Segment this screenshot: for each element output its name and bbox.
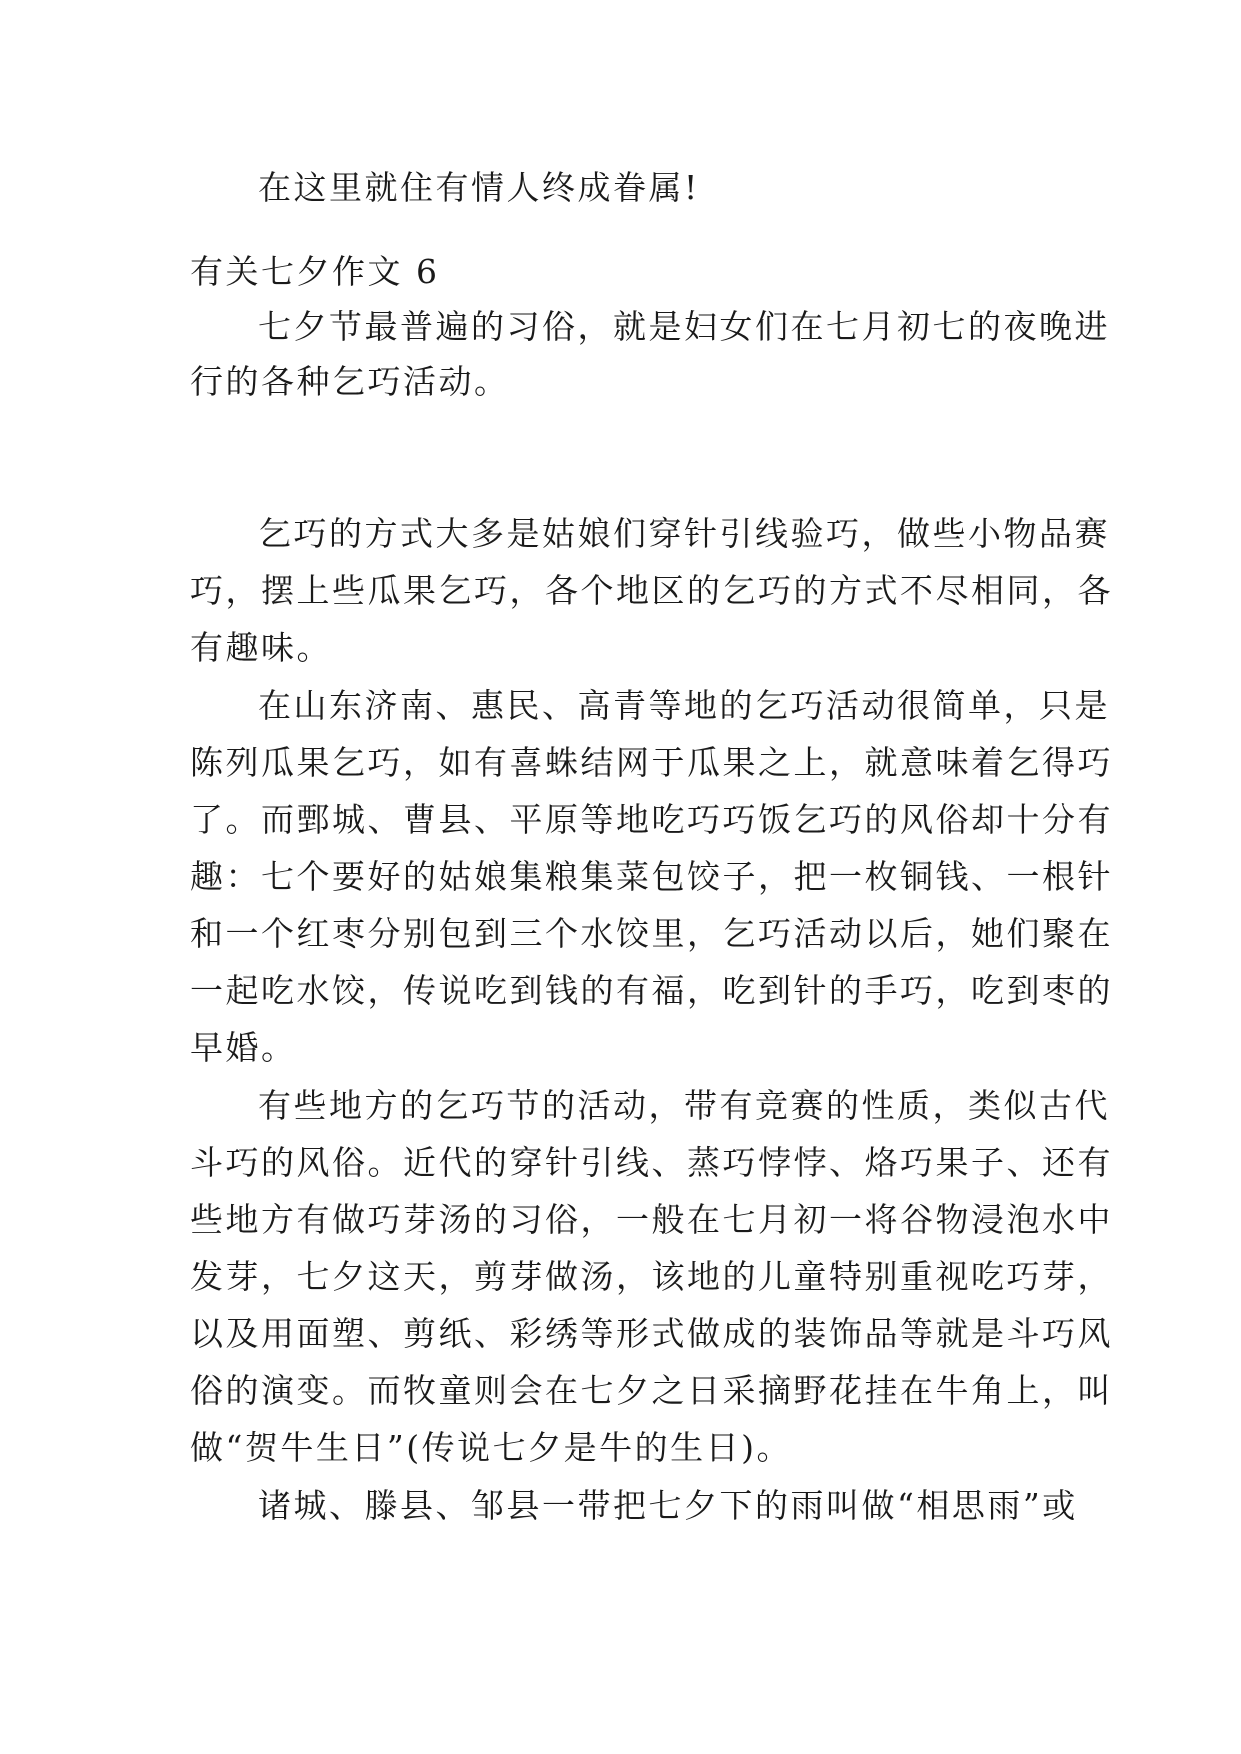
text-line: 趣：七个要好的姑娘集粮集菜包饺子，把一枚铜钱、一根针 bbox=[190, 857, 1113, 896]
text-line: 七夕节最普遍的习俗，就是妇女们在七月初七的夜晚进 bbox=[258, 307, 1110, 346]
text-line: 俗的演变。而牧童则会在七夕之日采摘野花挂在牛角上，叫 bbox=[190, 1371, 1113, 1410]
text-line: 有趣味。 bbox=[190, 628, 332, 667]
text-line: 发芽，七夕这天，剪芽做汤，该地的儿童特别重视吃巧芽， bbox=[190, 1257, 1113, 1296]
text-line: 在这里就住有情人终成眷属! bbox=[258, 168, 700, 207]
text-line: 行的各种乞巧活动。 bbox=[190, 362, 510, 401]
text-line: 和一个红枣分别包到三个水饺里，乞巧活动以后，她们聚在 bbox=[190, 914, 1113, 953]
text-line: 有些地方的乞巧节的活动，带有竞赛的性质，类似古代 bbox=[258, 1086, 1110, 1125]
text-line: 斗巧的风俗。近代的穿针引线、蒸巧悖悖、烙巧果子、还有 bbox=[190, 1143, 1113, 1182]
text-line: 早婚。 bbox=[190, 1028, 297, 1067]
text-line: 以及用面塑、剪纸、彩绣等形式做成的装饰品等就是斗巧风 bbox=[190, 1314, 1113, 1353]
text-line: 在山东济南、惠民、高青等地的乞巧活动很简单，只是 bbox=[258, 686, 1110, 725]
section-heading: 有关七夕作文 6 bbox=[190, 252, 440, 291]
text-line: 了。而鄄城、曹县、平原等地吃巧巧饭乞巧的风俗却十分有 bbox=[190, 800, 1113, 839]
text-line: 陈列瓜果乞巧，如有喜蛛结网于瓜果之上，就意味着乞得巧 bbox=[190, 743, 1113, 782]
text-line: 巧，摆上些瓜果乞巧，各个地区的乞巧的方式不尽相同，各 bbox=[190, 571, 1113, 610]
text-line: 乞巧的方式大多是姑娘们穿针引线验巧，做些小物品赛 bbox=[258, 514, 1110, 553]
text-line: 一起吃水饺，传说吃到钱的有福，吃到针的手巧，吃到枣的 bbox=[190, 971, 1113, 1010]
text-line: 些地方有做巧芽汤的习俗，一般在七月初一将谷物浸泡水中 bbox=[190, 1200, 1113, 1239]
text-line: 诸城、滕县、邹县一带把七夕下的雨叫做“相思雨”或 bbox=[258, 1486, 1078, 1525]
text-line: 做“贺牛生日”(传说七夕是牛的生日)。 bbox=[190, 1428, 792, 1467]
